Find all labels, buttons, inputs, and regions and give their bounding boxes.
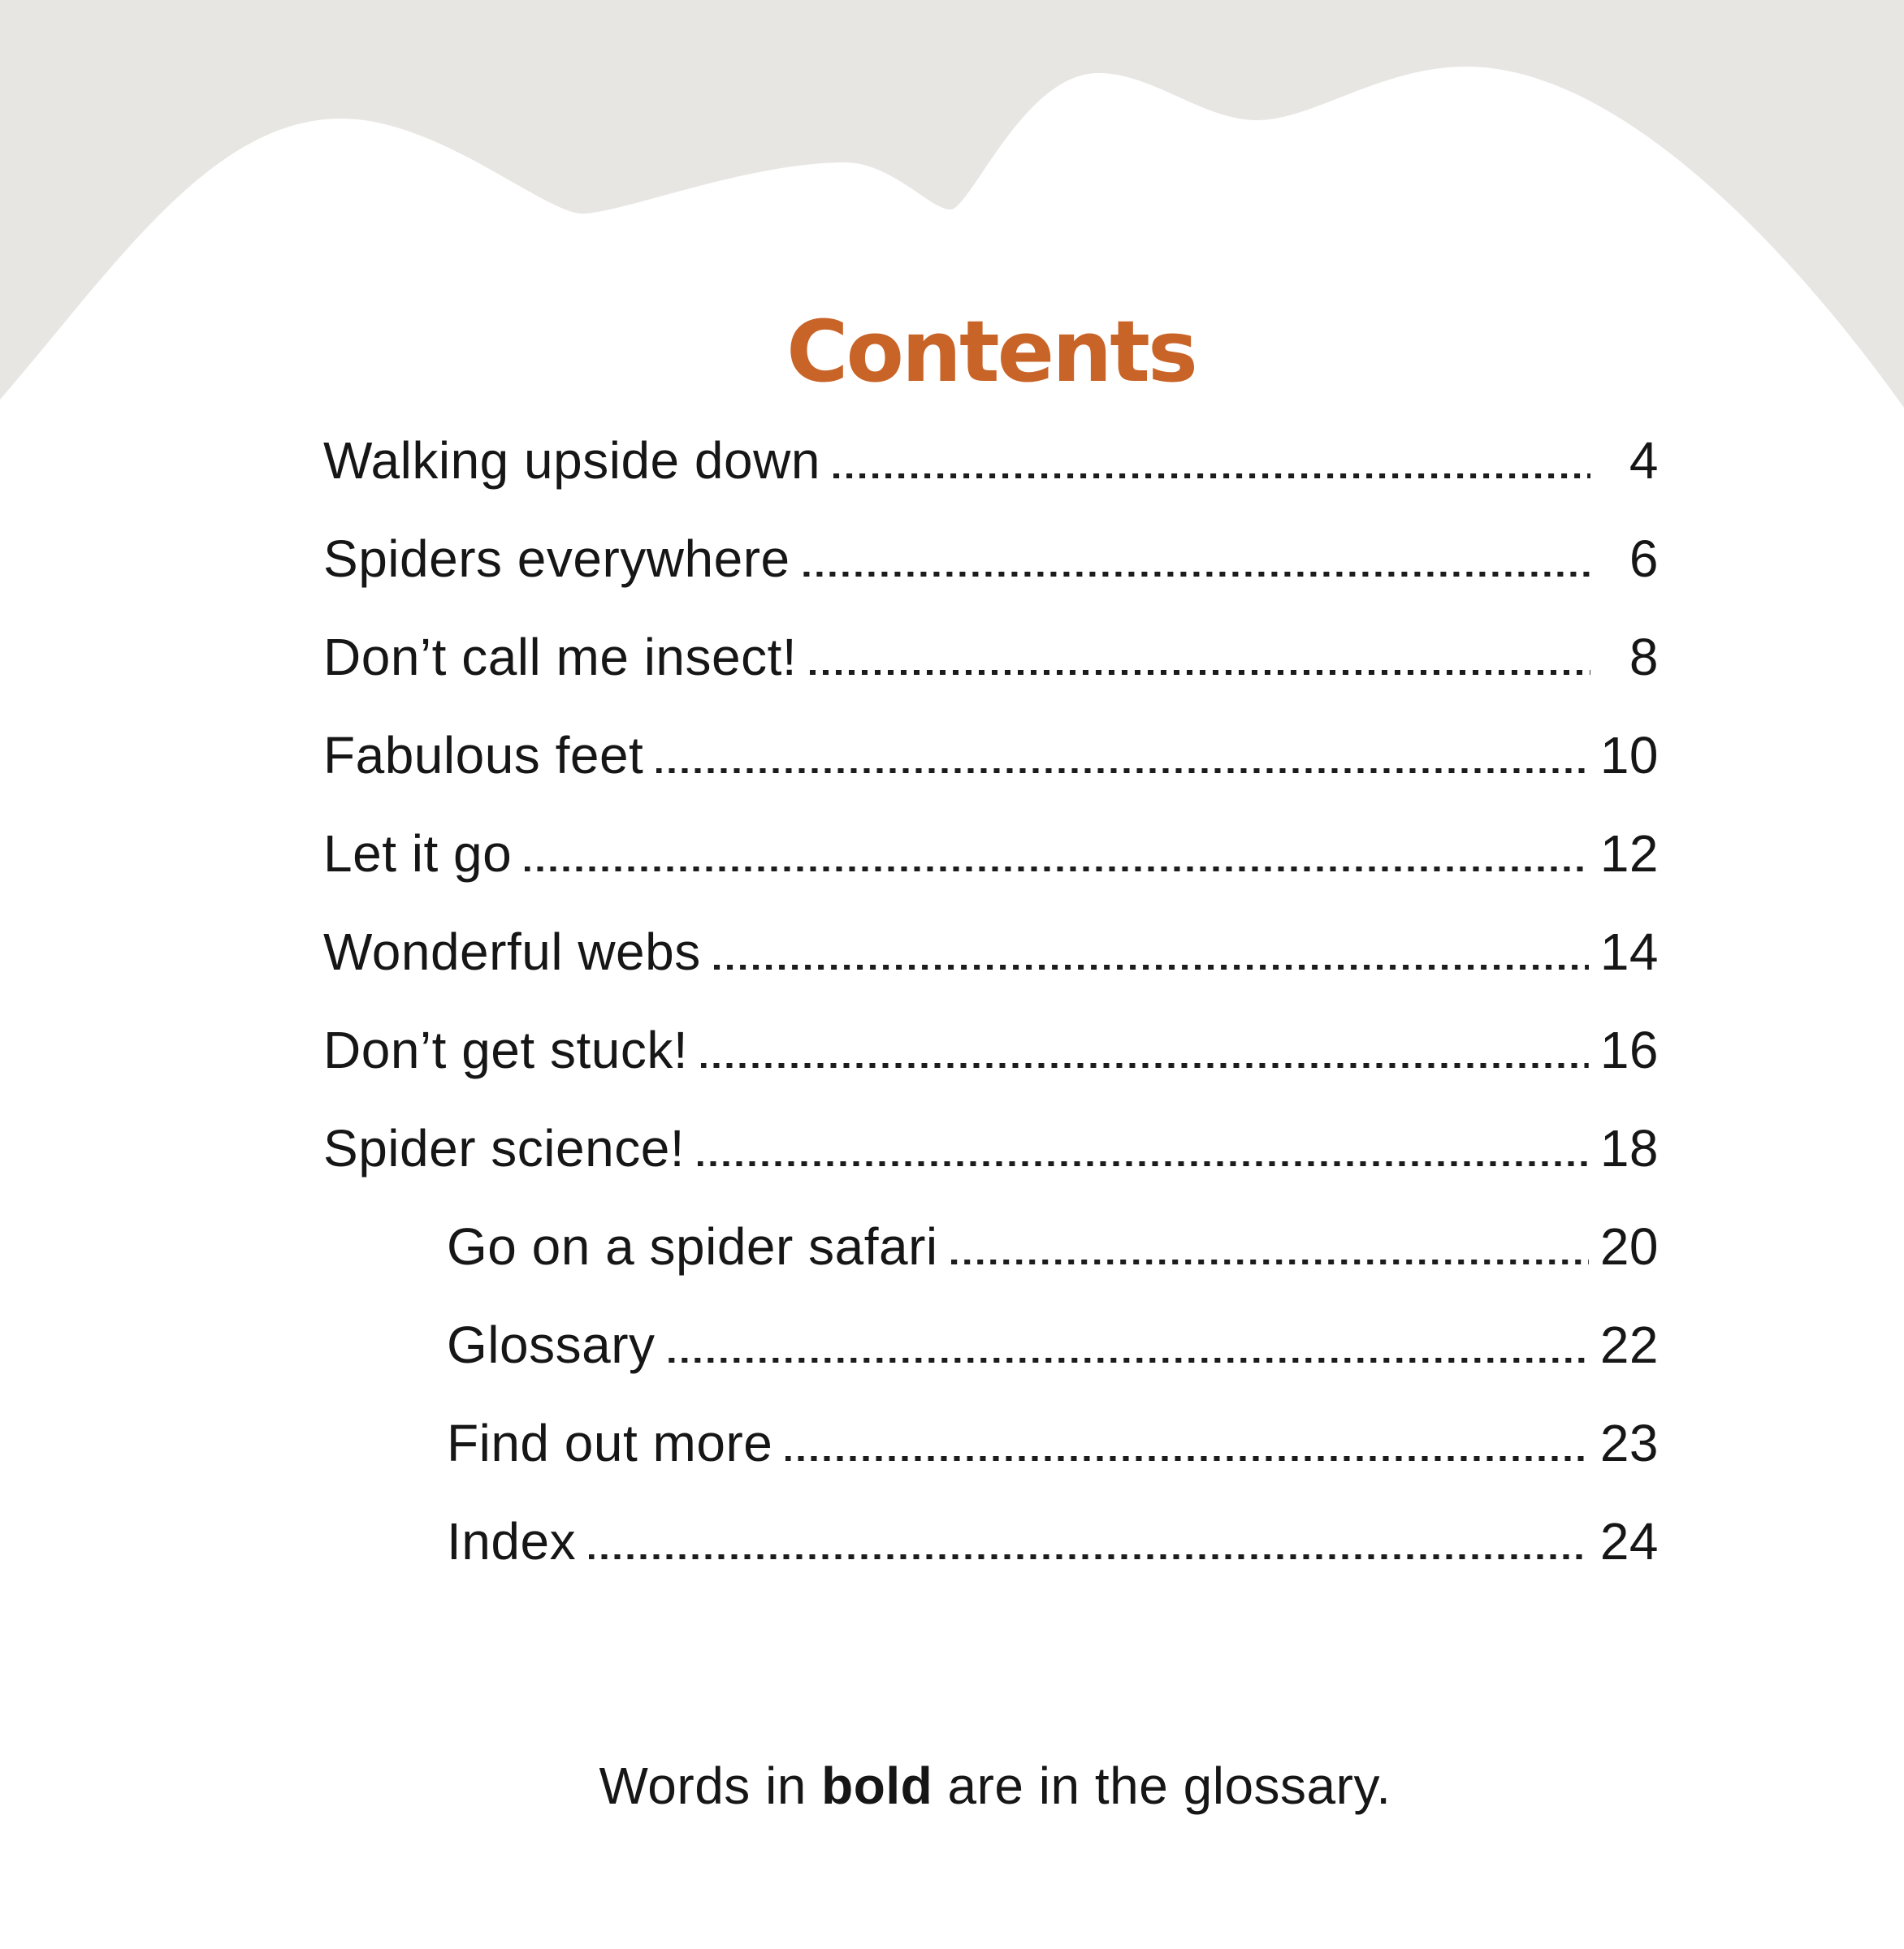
footer-bold-word: bold bbox=[821, 1757, 933, 1815]
toc-entry-label: Spider science! bbox=[323, 1119, 686, 1178]
toc-page-number: 14 bbox=[1599, 923, 1659, 981]
toc-entry-label: Glossary bbox=[447, 1316, 656, 1374]
dotted-leader bbox=[951, 1260, 1589, 1264]
toc-page-number: 6 bbox=[1629, 529, 1659, 588]
toc-page-number: 23 bbox=[1599, 1414, 1659, 1472]
toc-entry-label: Let it go bbox=[323, 824, 513, 883]
toc-entry-label: Walking upside down bbox=[323, 431, 820, 490]
toc-row bbox=[323, 412, 1659, 510]
toc-row bbox=[323, 1100, 1659, 1198]
toc-page-number: 16 bbox=[1599, 1021, 1659, 1079]
toc-row bbox=[323, 1198, 1659, 1296]
dotted-leader bbox=[701, 1063, 1589, 1068]
page-title: Contents bbox=[786, 301, 1196, 401]
toc-entry-label: Fabulous feet bbox=[323, 726, 644, 784]
toc-entry-label: Don’t get stuck! bbox=[323, 1021, 689, 1079]
toc-page-number: 20 bbox=[1599, 1217, 1659, 1276]
toc-page-number: 4 bbox=[1629, 431, 1659, 490]
footer-note bbox=[323, 1756, 1667, 1816]
toc-entry-label: Find out more bbox=[447, 1414, 773, 1472]
toc-entry-label: Don’t call me insect! bbox=[323, 628, 798, 686]
toc-entry-label: Go on a spider safari bbox=[447, 1217, 938, 1276]
dotted-leader bbox=[656, 768, 1589, 773]
toc-row bbox=[323, 1394, 1659, 1493]
toc-page-number: 8 bbox=[1629, 628, 1659, 686]
toc-entry-label: Wonderful webs bbox=[323, 923, 701, 981]
dotted-leader bbox=[698, 1161, 1589, 1166]
toc-page-number: 22 bbox=[1599, 1316, 1659, 1374]
toc-row bbox=[323, 903, 1659, 1001]
dotted-leader bbox=[669, 1358, 1589, 1363]
toc-page-number: 18 bbox=[1599, 1119, 1659, 1178]
toc-page-number: 12 bbox=[1599, 824, 1659, 883]
toc-entry-label: Spiders everywhere bbox=[323, 529, 790, 588]
toc-entry-label: Index bbox=[447, 1512, 577, 1571]
table-of-contents bbox=[323, 412, 1659, 1591]
toc-row bbox=[323, 805, 1659, 903]
dotted-leader bbox=[833, 473, 1590, 478]
toc-row bbox=[323, 608, 1659, 707]
toc-row bbox=[323, 1001, 1659, 1100]
toc-row bbox=[323, 707, 1659, 805]
dotted-leader bbox=[803, 572, 1590, 577]
dotted-leader bbox=[785, 1456, 1588, 1461]
dotted-leader bbox=[810, 670, 1590, 675]
footer-text-suffix: are in the glossary. bbox=[933, 1757, 1391, 1815]
toc-row bbox=[323, 1296, 1659, 1394]
dotted-leader bbox=[714, 965, 1589, 970]
toc-row bbox=[323, 510, 1659, 608]
footer-text-prefix: Words in bbox=[599, 1757, 822, 1815]
toc-page-number: 10 bbox=[1599, 726, 1659, 784]
toc-page-number: 24 bbox=[1599, 1512, 1659, 1571]
dotted-leader bbox=[525, 866, 1589, 871]
toc-row bbox=[323, 1493, 1659, 1591]
dotted-leader bbox=[589, 1554, 1589, 1559]
